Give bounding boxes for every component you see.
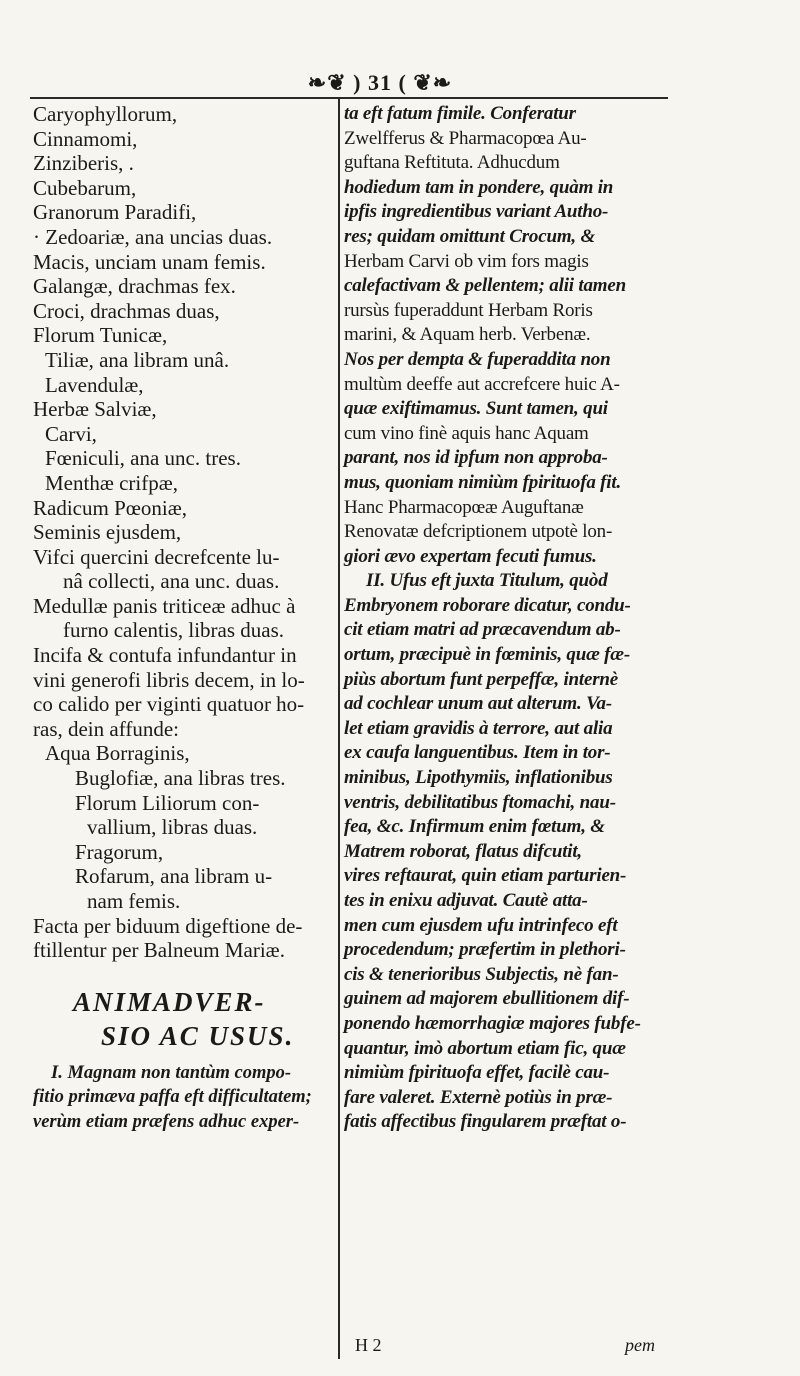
text-line: I. Magnam non tantùm compo-: [51, 1062, 292, 1083]
text-line: Hanc Pharmacopœæ Auguftanæ: [344, 496, 584, 518]
text-line: vini generofi libris decem, in lo-: [33, 667, 305, 692]
text-line: ipfis ingredientibus variant Autho-: [344, 201, 609, 223]
text-line: fitio primæva paffa eft difficultatem;: [33, 1087, 312, 1108]
text-line: Matrem roborat, flatus difcutit,: [344, 840, 582, 862]
text-line: nâ collecti, ana unc. duas.: [63, 569, 280, 594]
text-line: Caryophyllorum,: [33, 102, 178, 126]
text-line: nimiùm fpirituofa effet, facilè cau-: [344, 1062, 610, 1084]
text-line: Fœniculi, ana unc. tres.: [45, 446, 241, 471]
text-line: Medullæ panis triticeæ adhuc à: [33, 593, 296, 618]
text-line: Facta per biduum digeftione de-: [33, 913, 303, 938]
text-line: Fragorum,: [75, 839, 164, 864]
text-line: piùs abortum funt perpeffæ, internè: [344, 668, 618, 690]
text-line: fea, &c. Infirmum enim fœtum, &: [344, 816, 605, 838]
text-line: Herbæ Salviæ,: [33, 397, 157, 422]
text-line: II. Ufus eft juxta Titulum, quòd: [366, 570, 608, 592]
text-line: parant, nos id ipfum non approba-: [344, 447, 608, 469]
text-line: res; quidam omittunt Crocum, &: [344, 225, 596, 247]
text-line: Seminis ejusdem,: [33, 520, 182, 545]
text-line: vires reftaurat, quin etiam parturien-: [344, 865, 627, 887]
section-heading: ANIMADVER-: [73, 986, 266, 1017]
catchword: pem: [625, 1335, 655, 1355]
text-line: Macis, unciam unam femis.: [33, 249, 266, 274]
text-line: Menthæ crifpæ,: [45, 470, 178, 495]
text-line: procedendum; præfertim in plethori-: [344, 939, 626, 961]
text-line: fare valeret. Externè potiùs in præ-: [344, 1086, 613, 1108]
text-line: Cinnamomi,: [33, 126, 138, 151]
page-footer: [355, 1335, 665, 1359]
left-column: [33, 102, 333, 1135]
section-heading: SIO AC USUS.: [101, 1020, 295, 1051]
text-line: hodiedum tam in pondere, quàm in: [344, 176, 614, 198]
text-line: Vifci quercini decrefcente lu-: [33, 544, 280, 569]
text-line: ventris, debilitatibus ftomachi, nau-: [344, 791, 616, 813]
text-line: marini, & Aquam herb. Verbenæ.: [344, 324, 591, 346]
text-line: Nos per dempta & fuperaddita non: [344, 348, 611, 370]
text-line: Incifa & contufa infundantur in: [33, 643, 297, 668]
text-line: Renovatæ defcriptionem utpotè lon-: [344, 521, 613, 543]
text-line: vallium, libras duas.: [87, 815, 258, 840]
column-divider: [338, 99, 340, 1359]
text-line: quæ exiftimamus. Sunt tamen, qui: [344, 398, 608, 420]
signature-mark: H 2: [355, 1335, 382, 1355]
text-line: Granorum Paradifi,: [33, 200, 197, 225]
text-line: giori ævo expertam fecuti fumus.: [344, 545, 597, 567]
text-line: ras, dein affunde:: [33, 716, 179, 741]
text-line: quantur, imò abortum etiam fic, quæ: [344, 1037, 626, 1059]
header-rule: [30, 97, 668, 99]
text-line: rursùs fuperaddunt Herbam Roris: [344, 299, 593, 321]
text-line: men cum ejusdem ufu intrinfeco eft: [344, 914, 618, 936]
text-line: ex caufa languentibus. Item in tor-: [344, 742, 611, 764]
text-line: guftana Reftituta. Adhucdum: [344, 152, 560, 174]
text-line: ad cochlear unum aut alterum. Va-: [344, 693, 612, 715]
text-line: ponendo hæmorrhagiæ majores fubfe-: [344, 1012, 641, 1034]
text-line: ortum, præcipuè in fœminis, quæ fæ-: [344, 644, 630, 666]
text-line: Florum Tunicæ,: [33, 323, 168, 348]
text-line: Croci, drachmas duas,: [33, 298, 220, 323]
text-line: Radicum Pœoniæ,: [33, 495, 188, 520]
text-line: nam femis.: [87, 889, 181, 913]
running-head: ❧❦ ) 31 ( ❦❧: [307, 70, 453, 95]
text-line: Rofarum, ana libram u-: [75, 864, 273, 889]
text-line: co calido per viginti quatuor ho-: [33, 692, 305, 717]
text-line: cis & tenerioribus Subjectis, nè fan-: [344, 963, 619, 985]
text-line: guinem ad majorem ebullitionem dif-: [344, 988, 630, 1010]
text-line: Cubebarum,: [33, 175, 137, 200]
text-line: cit etiam matri ad præcavendum ab-: [344, 619, 621, 641]
text-line: Zinziberis, .: [33, 151, 134, 176]
text-line: Lavendulæ,: [45, 372, 144, 397]
text-line: ftillentur per Balneum Mariæ.: [33, 938, 285, 963]
text-line: fatis affectibus fingularem præftat o-: [344, 1111, 627, 1133]
text-line: Tiliæ, ana libram unâ.: [45, 347, 230, 372]
text-line: Aqua Borraginis,: [45, 741, 190, 766]
text-line: multùm deeffe aut accrefcere huic A-: [344, 373, 620, 395]
text-line: minibus, Lipothymiis, inflationibus: [344, 767, 613, 789]
text-line: mus, quoniam nimiùm fpirituofa fit.: [344, 471, 622, 493]
text-line: Galangæ, drachmas fex.: [33, 274, 236, 299]
text-line: Buglofiæ, ana libras tres.: [75, 766, 286, 791]
text-line: Herbam Carvi ob vim fors magis: [344, 250, 589, 272]
text-line: let etiam gravidis à terrore, aut alia: [344, 717, 613, 739]
text-line: calefactivam & pellentem; alii tamen: [344, 275, 626, 297]
text-line: cum vino finè aquis hanc Aquam: [344, 422, 589, 444]
text-line: Embryonem roborare dicatur, condu-: [344, 594, 631, 616]
text-line: furno calentis, libras duas.: [63, 618, 285, 643]
text-line: · Zedoariæ, ana uncias duas.: [33, 224, 273, 249]
text-line: Carvi,: [45, 421, 97, 446]
text-line: ta eft fatum fimile. Conferatur: [344, 103, 576, 124]
right-column: [344, 102, 666, 1135]
text-line: tes in enixu adjuvat. Cautè atta-: [344, 890, 588, 911]
text-line: verùm etiam præfens adhuc exper-: [33, 1111, 300, 1132]
text-line: Zwelfferus & Pharmacopœa Au-: [344, 127, 587, 149]
text-line: Florum Liliorum con-: [75, 790, 260, 815]
